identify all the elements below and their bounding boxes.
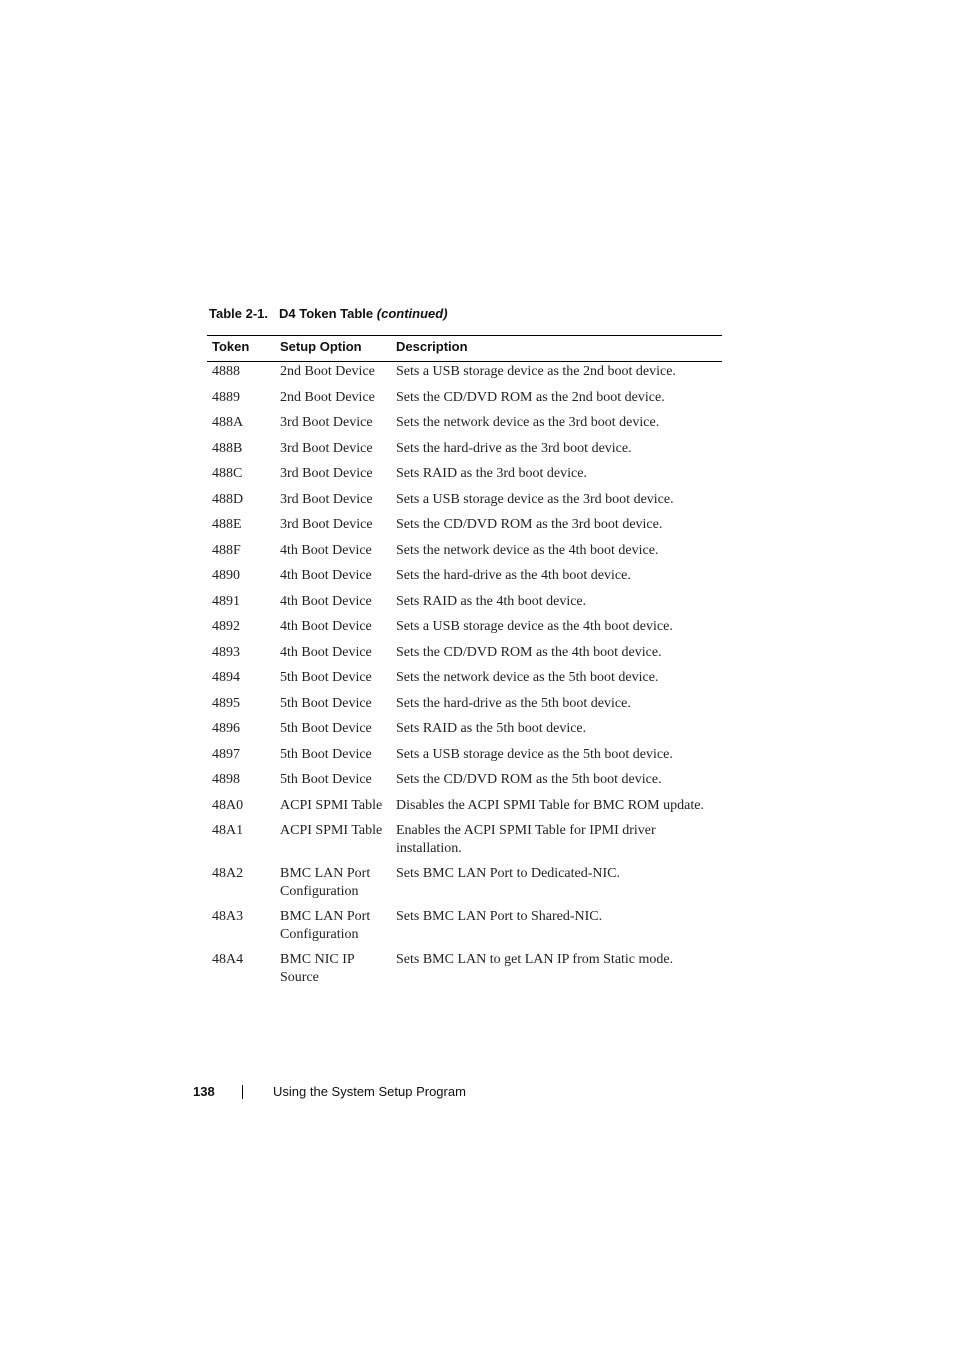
setup-option-cell: BMC NIC IP Source: [280, 952, 355, 985]
setup-option-cell: 3rd Boot Device: [280, 440, 373, 456]
table-row: [207, 490, 722, 516]
description-cell: Sets a USB storage device as the 2nd boot device.: [396, 364, 676, 379]
setup-option-cell: ACPI SPMI Table: [280, 797, 383, 813]
table-row: [207, 821, 722, 864]
table-row: [207, 770, 722, 796]
description-cell: Sets the hard-drive as the 4th boot device.: [396, 568, 631, 583]
description-cell: Sets the CD/DVD ROM as the 4th boot device.: [396, 644, 662, 660]
description-cell: Sets the network device as the 3rd boot device.: [396, 415, 660, 430]
token-cell: 48A3: [212, 909, 244, 924]
token-cell: 4891: [212, 593, 240, 609]
setup-option-cell: 2nd Boot Device: [280, 389, 375, 405]
token-cell: 488C: [212, 466, 243, 481]
header-description: Description: [396, 339, 468, 354]
setup-option-cell: 5th Boot Device: [280, 695, 372, 711]
token-cell: 488E: [212, 517, 242, 532]
setup-option-cell: 4th Boot Device: [280, 619, 372, 634]
description-cell: Sets RAID as the 4th boot device.: [396, 593, 587, 609]
token-table-body: [207, 362, 722, 993]
table-continued: (continued): [376, 306, 448, 321]
token-cell: 4893: [212, 644, 240, 660]
description-cell: Sets a USB storage device as the 5th boot device.: [396, 746, 673, 762]
token-cell: 4898: [212, 772, 240, 787]
description-cell: Enables the ACPI SPMI Table for IPMI driver installation.: [396, 823, 656, 856]
table-caption: [209, 306, 448, 321]
description-cell: Sets BMC LAN Port to Shared-NIC.: [396, 909, 603, 924]
table-header: [207, 337, 722, 359]
table-row: [207, 464, 722, 490]
token-table: [207, 362, 722, 993]
setup-option-cell: 2nd Boot Device: [280, 364, 375, 379]
table-row: [207, 643, 722, 669]
table-number: Table 2-1.: [209, 306, 269, 321]
setup-option-cell: 3rd Boot Device: [280, 517, 373, 532]
table-row: [207, 592, 722, 618]
description-cell: Sets RAID as the 3rd boot device.: [396, 466, 587, 481]
description-cell: Disables the ACPI SPMI Table for BMC ROM update.: [396, 797, 704, 813]
token-cell: 48A0: [212, 797, 244, 813]
setup-option-cell: 5th Boot Device: [280, 772, 372, 787]
table-row: [207, 515, 722, 541]
setup-option-cell: BMC LAN Port Configuration: [280, 866, 371, 899]
token-cell: 488B: [212, 440, 243, 456]
setup-option-cell: 3rd Boot Device: [280, 415, 373, 430]
setup-option-cell: 5th Boot Device: [280, 670, 372, 685]
setup-option-cell: ACPI SPMI Table: [280, 823, 383, 838]
token-cell: 4894: [212, 670, 240, 685]
table-row: [207, 388, 722, 414]
table-top-rule: [207, 335, 722, 336]
description-cell: Sets the CD/DVD ROM as the 5th boot device.: [396, 772, 662, 787]
token-cell: 4890: [212, 568, 240, 583]
setup-option-cell: 4th Boot Device: [280, 542, 372, 558]
token-cell: 4892: [212, 619, 240, 634]
token-cell: 48A4: [212, 952, 244, 967]
table-title: D4 Token Table: [279, 306, 374, 321]
description-cell: Sets the CD/DVD ROM as the 3rd boot device.: [396, 517, 663, 532]
description-cell: Sets the network device as the 4th boot device.: [396, 542, 659, 558]
table-row: [207, 950, 722, 993]
token-cell: 4897: [212, 746, 240, 762]
header-token: Token: [212, 339, 250, 354]
description-cell: Sets RAID as the 5th boot device.: [396, 721, 587, 736]
setup-option-cell: 3rd Boot Device: [280, 491, 373, 507]
table-row: [207, 745, 722, 771]
table-row: [207, 864, 722, 907]
setup-option-cell: 4th Boot Device: [280, 644, 372, 660]
token-cell: 4888: [212, 364, 240, 379]
header-setup-option: Setup Option: [280, 339, 362, 354]
description-cell: Sets the hard-drive as the 5th boot device.: [396, 695, 631, 711]
setup-option-cell: 3rd Boot Device: [280, 466, 373, 481]
setup-option-cell: 4th Boot Device: [280, 568, 372, 583]
setup-option-cell: 5th Boot Device: [280, 721, 372, 736]
description-cell: Sets BMC LAN to get LAN IP from Static mode.: [396, 952, 674, 967]
setup-option-cell: BMC LAN Port Configuration: [280, 909, 371, 942]
footer-separator: [242, 1085, 243, 1099]
description-cell: Sets the network device as the 5th boot device.: [396, 670, 659, 685]
footer-section-title: Using the System Setup Program: [273, 1084, 466, 1099]
description-cell: Sets a USB storage device as the 3rd boot device.: [396, 491, 674, 507]
token-cell: 4895: [212, 695, 240, 711]
setup-option-cell: 5th Boot Device: [280, 746, 372, 762]
table-row: [207, 541, 722, 567]
table-row: [207, 668, 722, 694]
table-row: [207, 439, 722, 465]
description-cell: Sets BMC LAN Port to Dedicated-NIC.: [396, 866, 620, 881]
table-row: [207, 362, 722, 388]
table-row: [207, 413, 722, 439]
table-row: [207, 796, 722, 822]
token-cell: 488D: [212, 491, 244, 507]
token-cell: 4889: [212, 389, 240, 405]
description-cell: Sets the hard-drive as the 3rd boot device.: [396, 440, 632, 456]
table-row: [207, 694, 722, 720]
token-cell: 4896: [212, 721, 240, 736]
token-cell: 488F: [212, 542, 241, 558]
table-row: [207, 566, 722, 592]
description-cell: Sets the CD/DVD ROM as the 2nd boot device.: [396, 389, 665, 405]
table-row: [207, 617, 722, 643]
table-row: [207, 719, 722, 745]
table-row: [207, 907, 722, 950]
page-number: 138: [193, 1084, 215, 1099]
token-cell: 48A2: [212, 866, 244, 881]
token-cell: 488A: [212, 415, 244, 430]
token-cell: 48A1: [212, 823, 244, 838]
description-cell: Sets a USB storage device as the 4th boot device.: [396, 619, 673, 634]
setup-option-cell: 4th Boot Device: [280, 593, 372, 609]
